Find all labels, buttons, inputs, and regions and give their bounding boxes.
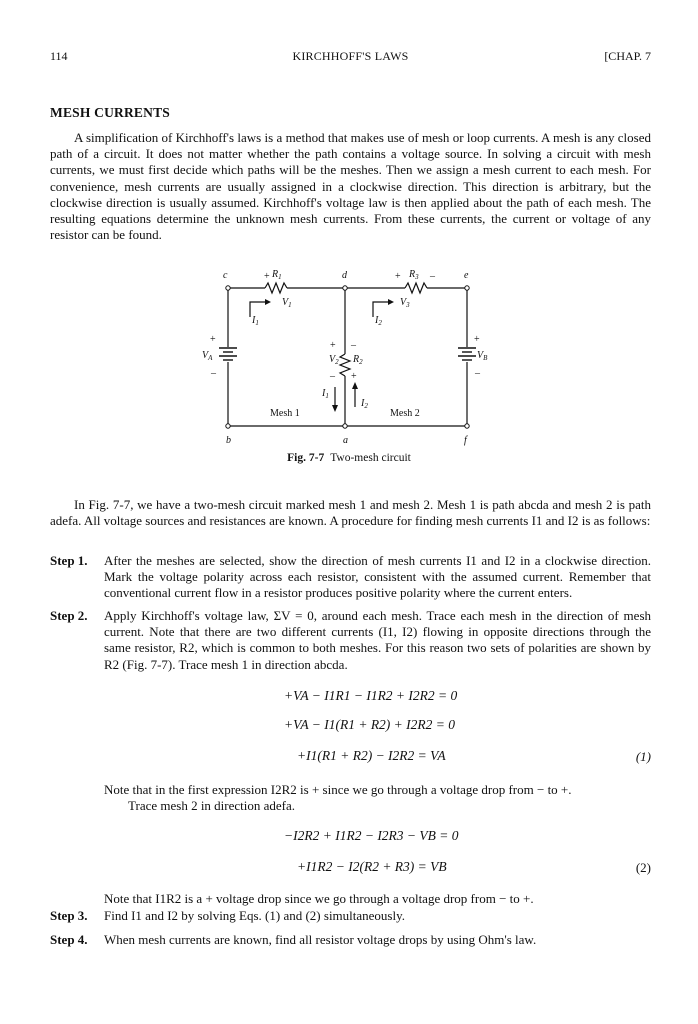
mesh2-i2-label: I	[375, 315, 379, 326]
branch-i2-label: I	[361, 398, 365, 409]
v2-label: V	[329, 354, 336, 365]
equation-mesh2-a: −I2R2 + I1R2 − I2R3 − VB = 0	[284, 828, 459, 843]
vb-label: V	[477, 350, 484, 361]
svg-text:VB	[477, 350, 488, 362]
r1-plus: +	[264, 271, 270, 282]
svg-text:VA	[202, 350, 213, 362]
page-header	[50, 49, 651, 67]
step-3	[50, 908, 651, 924]
v1-subscript: 1	[288, 301, 292, 309]
r2-label: R	[353, 354, 360, 365]
step-3-text: Find I1 and I2 by solving Eqs. (1) and (2) simultaneously.	[104, 908, 406, 923]
r3-label: R	[409, 269, 416, 280]
r2-subscript: 2	[359, 358, 363, 366]
battery-vb	[458, 348, 476, 360]
resistor-r2	[340, 354, 350, 376]
step-2-text: Apply Kirchhoff's voltage law, ΣV = 0, around each mesh. Trace each mesh in the direction of mesh current. Note that there are two different currents (I1, I2) flowing in opposite directions through the same resistor, R2, which is common to both meshes. For this reason two sets of polarities are shown by R2 (Fig. 7-7). Trace mesh 1 in direction abcda.	[104, 608, 651, 672]
circuit-figure	[190, 262, 500, 447]
step-2-label: Step 2.	[50, 608, 88, 623]
step-2	[50, 608, 651, 673]
svg-text:I1	[251, 315, 259, 327]
branch-i1-label: I	[322, 388, 326, 399]
r3-subscript: 3	[415, 273, 419, 281]
r3-minus: –	[430, 271, 435, 282]
svg-text:I2	[374, 315, 382, 327]
step-1-label: Step 1.	[50, 553, 88, 568]
equation-mesh1-b: +VA − I1(R1 + R2) + I2R2 = 0	[284, 717, 456, 732]
battery-va	[219, 348, 237, 360]
svg-text:R2	[352, 354, 363, 366]
page-number: 114	[50, 49, 68, 63]
note-1: Note that in the first expression I2R2 is + since we go through a voltage drop from − to +.	[104, 782, 572, 797]
node-d	[343, 286, 347, 290]
step-4-text: When mesh currents are known, find all resistor voltage drops by using Ohm's law.	[104, 932, 537, 947]
label-node-d: d	[342, 270, 347, 281]
resistor-r1	[265, 283, 287, 293]
figure-caption-text: Two-mesh circuit	[330, 452, 411, 464]
equation-mesh1-a: +VA − I1R1 − I1R2 + I2R2 = 0	[284, 688, 458, 703]
svg-text:R3	[408, 269, 419, 281]
vb-subscript: B	[483, 354, 488, 362]
node-f	[465, 424, 469, 428]
node-c	[226, 286, 230, 290]
va-label: V	[202, 350, 209, 361]
svg-text:R1	[271, 269, 282, 281]
v3-subscript: 3	[406, 301, 410, 309]
label-node-c: c	[223, 270, 228, 281]
equation-1: +I1(R1 + R2) − I2R2 = VA	[297, 748, 446, 763]
mesh2-i2-subscript: 2	[378, 319, 382, 327]
r2-lower-plus: +	[351, 371, 357, 382]
mesh1-i1-label: I	[252, 315, 256, 326]
mesh1-label: Mesh 1	[270, 408, 300, 419]
v3-label: V	[400, 297, 407, 308]
step-3-label: Step 3.	[50, 908, 88, 923]
equation-1-number: (1)	[635, 749, 651, 764]
running-title: KIRCHHOFF'S LAWS	[292, 49, 409, 63]
branch-i2-subscript: 2	[364, 402, 368, 410]
i1-arrowhead	[332, 405, 338, 412]
note-1-trace: Trace mesh 2 in direction adefa.	[128, 798, 296, 813]
r2-lower-minus: –	[330, 371, 335, 382]
step-4	[50, 932, 651, 948]
note-2: Note that I1R2 is a + voltage drop since we go through a voltage drop from − to +.	[104, 891, 534, 906]
mesh2-arrowhead	[388, 299, 394, 305]
mesh1-arrowhead	[265, 299, 271, 305]
va-plus: +	[210, 334, 216, 345]
paragraph-2: In Fig. 7-7, we have a two-mesh circuit marked mesh 1 and mesh 2. Mesh 1 is path abcda and mesh 2 is path adefa. All voltage sources and resistances are known. A procedure for finding mesh currents I1 and I2 is as follows:	[50, 497, 651, 529]
v1-label: V	[282, 297, 289, 308]
label-node-b: b	[226, 435, 231, 446]
label-node-a: a	[343, 435, 348, 446]
step-1	[50, 553, 651, 602]
step-1-text: After the meshes are selected, show the direction of mesh currents I1 and I2 in a clockwise direction. Mark the voltage polarity across each resistor, consistent with the assumed current. Remember that conventional current flow in a resistor produces positive polarity where the current enters.	[104, 553, 651, 601]
r3-plus: +	[395, 271, 401, 282]
resistor-r3	[405, 283, 427, 293]
chapter-label: [CHAP. 7	[604, 49, 651, 63]
va-minus: –	[211, 368, 216, 379]
svg-text:V2	[329, 354, 339, 366]
equation-2: +I1R2 − I2(R2 + R3) = VB	[297, 859, 447, 874]
r2-outer-minus: –	[351, 340, 356, 351]
r1-subscript: 1	[278, 273, 282, 281]
branch-i1-subscript: 1	[325, 392, 329, 400]
svg-text:I1	[321, 388, 329, 400]
intro-paragraph: A simplification of Kirchhoff's laws is a method that makes use of mesh or loop currents. A mesh is any closed path of a circuit. It does not matter whether the path contains a voltage source. In solving a circuit with mesh currents, we must first decide which paths will be the meshes. Then we assign a mesh current to each mesh. For convenience, mesh currents are usually assigned in a clockwise direction. This direction is arbitrary, but the clockwise direction is usually assumed. Kirchhoff's voltage law is then applied about the path of each mesh. The resulting equations determine the unknown mesh currents. From these currents, the current or voltage of any resistor can be found.	[50, 130, 651, 243]
node-b	[226, 424, 230, 428]
v2-subscript: 2	[335, 358, 339, 366]
figure-caption	[0, 452, 698, 464]
vb-plus: +	[474, 334, 480, 345]
node-e	[465, 286, 469, 290]
r1-label: R	[272, 269, 279, 280]
label-node-e: e	[464, 270, 469, 281]
va-subscript: A	[208, 354, 213, 362]
label-node-f: f	[464, 435, 467, 446]
svg-text:V1	[282, 297, 292, 309]
node-a	[343, 424, 347, 428]
mesh1-i1-subscript: 1	[255, 319, 259, 327]
vb-minus: –	[475, 368, 480, 379]
r2-outer-plus: +	[330, 340, 336, 351]
equation-2-number: (2)	[635, 860, 651, 875]
step-4-label: Step 4.	[50, 932, 88, 947]
svg-text:V3	[400, 297, 410, 309]
figure-caption-label: Fig. 7-7	[287, 452, 325, 464]
mesh2-label: Mesh 2	[390, 408, 420, 419]
i2-arrowhead	[352, 382, 358, 389]
section-title: MESH CURRENTS	[50, 105, 170, 120]
svg-text:I2	[360, 398, 368, 410]
